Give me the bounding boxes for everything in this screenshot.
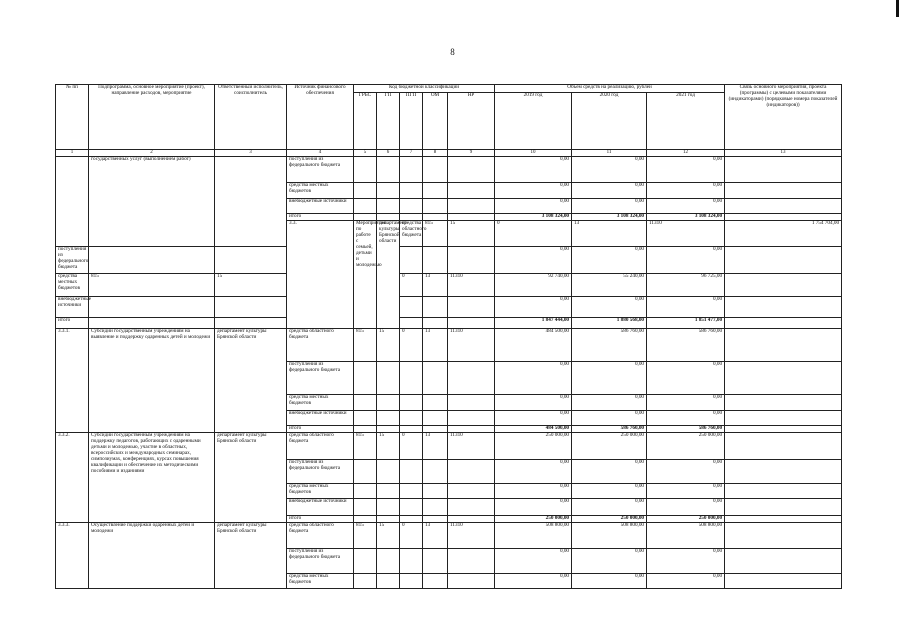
- amount-2020: 0,00: [572, 198, 647, 213]
- executor: департамент культуры Брянской области: [215, 522, 287, 588]
- amount-2019: 1 847 444,00: [495, 317, 572, 328]
- amount-2021: 0,00: [647, 410, 725, 425]
- code-pgp: [400, 296, 423, 317]
- amount-2021: 0,00: [647, 296, 725, 317]
- amount-2019: 484 500,00: [495, 328, 572, 361]
- code-om: 13: [572, 220, 647, 246]
- amount-2019: 0,00: [495, 483, 572, 498]
- code-nr: [448, 573, 495, 588]
- header-executor: Ответственный исполнитель, соисполнитель: [215, 85, 287, 150]
- code-pgp: [400, 182, 423, 198]
- amount-2019: 0,00: [495, 573, 572, 588]
- code-gp: [377, 410, 400, 425]
- code-nr: 11310: [448, 522, 495, 548]
- funding-source: итого: [56, 317, 89, 328]
- code-nr: [448, 317, 495, 328]
- amount-2020: 586 760,00: [572, 425, 647, 432]
- amount-2020: 250 000,00: [572, 515, 647, 522]
- amount-2019: 1 754 704,00: [725, 220, 842, 246]
- code-om: [423, 498, 448, 515]
- column-number: 11: [572, 150, 647, 157]
- funding-source: средства областного бюджета: [400, 220, 423, 246]
- binder-mark: [896, 0, 899, 17]
- indicator-link: [725, 515, 842, 522]
- amount-2021: 0,00: [647, 459, 725, 483]
- code-grbs: 815: [423, 220, 448, 246]
- funding-source: поступления из федерального бюджета: [287, 361, 354, 394]
- code-nr: [448, 198, 495, 213]
- funding-source: средства областного бюджета: [287, 522, 354, 548]
- funding-source: средства местных бюджетов: [287, 182, 354, 198]
- column-number: 2: [89, 150, 215, 157]
- indicator-link: [725, 410, 842, 425]
- header-link: Связь основного мероприятия, проекта (программы) с целевыми показателями (индикаторами) (порядковые номера показателей (индикаторов)): [725, 85, 842, 150]
- code-gp: [377, 459, 400, 483]
- code-pgp: [400, 459, 423, 483]
- code-nr: [448, 548, 495, 573]
- indicator-link: [725, 246, 842, 273]
- code-pgp: 0: [495, 220, 572, 246]
- column-number: 1: [56, 150, 89, 157]
- table-row: [56, 522, 842, 548]
- header-nr: НР: [448, 93, 495, 150]
- code-om: [423, 296, 448, 317]
- executor: [215, 156, 287, 246]
- funding-source: итого: [287, 213, 354, 220]
- budget-table: [55, 84, 842, 589]
- code-gp: 15: [215, 273, 287, 296]
- code-grbs: 815: [354, 432, 377, 459]
- code-pgp: 0: [400, 522, 423, 548]
- row-number: [56, 156, 89, 246]
- code-om: [423, 459, 448, 483]
- amount-2020: 0,00: [572, 573, 647, 588]
- amount-2020: 0,00: [572, 296, 647, 317]
- code-gp: [377, 573, 400, 588]
- executor: департамент культуры Брянской области: [215, 432, 287, 522]
- indicator-link: [725, 296, 842, 317]
- code-grbs: [354, 483, 377, 498]
- amount-2021: 0,00: [647, 198, 725, 213]
- amount-2020: 0,00: [572, 156, 647, 182]
- code-pgp: [400, 394, 423, 410]
- funding-source: внебюджетные источники: [287, 410, 354, 425]
- amount-2020: 0,00: [572, 246, 647, 273]
- code-gp: [215, 246, 287, 273]
- amount-2019: 250 000,00: [495, 432, 572, 459]
- header-kbk-group: Код бюджетной классификации: [354, 85, 495, 93]
- code-grbs: [354, 410, 377, 425]
- amount-2019: 92 740,00: [495, 273, 572, 296]
- amount-2021: 1 851 477,00: [647, 317, 725, 328]
- amount-2021: 0,00: [647, 498, 725, 515]
- table-row: [56, 296, 842, 317]
- code-nr: [448, 394, 495, 410]
- amount-2021: 0,00: [647, 156, 725, 182]
- header-2020: 2020 год: [572, 93, 647, 150]
- funding-source: средства местных бюджетов: [287, 483, 354, 498]
- event-name: Субсидии государственным учреждениям на выявление и поддержку одаренных детей и молодежи: [89, 328, 215, 432]
- amount-2019: 0,00: [495, 498, 572, 515]
- header-volume-group: Объем средств на реализацию, рублей: [495, 85, 725, 93]
- code-om: [423, 182, 448, 198]
- table-row: [56, 273, 842, 296]
- code-om: [423, 317, 448, 328]
- code-gp: [377, 498, 400, 515]
- code-pgp: [400, 548, 423, 573]
- code-gp: [377, 156, 400, 182]
- code-om: 13: [423, 328, 448, 361]
- code-grbs: [354, 394, 377, 410]
- code-nr: 11310: [448, 273, 495, 296]
- row-number: 3.3.: [287, 220, 354, 328]
- amount-2020: 250 000,00: [572, 432, 647, 459]
- code-om: [423, 246, 448, 273]
- indicator-link: [725, 425, 842, 432]
- amount-2021: 0,00: [647, 573, 725, 588]
- code-gp: [377, 182, 400, 198]
- indicator-link: [725, 394, 842, 410]
- column-number: 7: [400, 150, 423, 157]
- code-gp: 15: [448, 220, 495, 246]
- code-grbs: 815: [354, 328, 377, 361]
- indicator-link: [725, 156, 842, 182]
- indicator-link: [725, 182, 842, 198]
- column-number: 9: [448, 150, 495, 157]
- indicator-link: [725, 273, 842, 296]
- amount-2021: 0,00: [647, 182, 725, 198]
- event-name: Осуществление поддержки одарённых детей и молодежи: [89, 522, 215, 588]
- amount-2021: 0,00: [647, 246, 725, 273]
- indicator-link: [725, 432, 842, 459]
- amount-2021: 508 800,00: [647, 522, 725, 548]
- code-pgp: [400, 156, 423, 182]
- header-2019: 2019 год: [495, 93, 572, 150]
- amount-2020: 0,00: [572, 394, 647, 410]
- funding-source: поступления из федерального бюджета: [56, 246, 89, 273]
- amount-2019: 484 500,00: [495, 425, 572, 432]
- code-grbs: [354, 573, 377, 588]
- code-grbs: [354, 459, 377, 483]
- column-number: 8: [423, 150, 448, 157]
- header-grbs: ГРБС: [354, 93, 377, 150]
- header-2021: 2021 год: [647, 93, 725, 150]
- funding-source: средства местных бюджетов: [56, 273, 89, 296]
- indicator-link: [725, 328, 842, 361]
- code-om: [423, 548, 448, 573]
- code-grbs: [89, 317, 215, 328]
- amount-2021: 96 725,00: [647, 273, 725, 296]
- code-pgp: [400, 198, 423, 213]
- indicator-link: [725, 522, 842, 548]
- code-gp: [215, 296, 287, 317]
- code-nr: 11310: [647, 220, 725, 246]
- amount-2020: 0,00: [572, 498, 647, 515]
- event-name: Мероприятия по работе с семьей, детьми и молодежью: [354, 220, 377, 328]
- amount-2019: 508 800,00: [495, 522, 572, 548]
- page-number: 8: [450, 47, 455, 57]
- row-number: 3.3.2.: [56, 432, 89, 522]
- amount-2021: 586 760,00: [647, 425, 725, 432]
- column-number: 4: [287, 150, 354, 157]
- code-gp: [377, 548, 400, 573]
- code-grbs: [354, 156, 377, 182]
- code-gp: 15: [377, 432, 400, 459]
- amount-2020: 3 108 324,00: [572, 213, 647, 220]
- code-om: 13: [423, 432, 448, 459]
- code-grbs: [354, 198, 377, 213]
- event-name: государственных услуг (выполнением работ): [89, 156, 215, 246]
- funding-source: итого: [287, 425, 354, 432]
- code-om: [423, 410, 448, 425]
- funding-source: средства областного бюджета: [287, 328, 354, 361]
- amount-2021: 0,00: [647, 483, 725, 498]
- column-number: 13: [725, 150, 842, 157]
- amount-2020: 1 880 568,00: [572, 317, 647, 328]
- event-name: Субсидии государственным учреждениям на поддержку педагогов, работающих с одаренными детьми и молодежью, участие в областных, всероссийских и международных семинарах, симпозиумах, конференциях, курсах повышения квалификации и обеспечение их методическими пособиями и изданиями: [89, 432, 215, 522]
- amount-2020: 0,00: [572, 459, 647, 483]
- code-gp: 15: [377, 328, 400, 361]
- code-nr: [448, 498, 495, 515]
- code-nr: [448, 410, 495, 425]
- code-pgp: [400, 573, 423, 588]
- funding-source: средства местных бюджетов: [287, 573, 354, 588]
- funding-source: внебюджетные источники: [56, 296, 89, 317]
- column-number: 12: [647, 150, 725, 157]
- code-om: [423, 573, 448, 588]
- amount-2021: 0,00: [647, 361, 725, 394]
- amount-2019: 250 000,00: [495, 515, 572, 522]
- funding-source: поступления из федерального бюджета: [287, 459, 354, 483]
- amount-2020: 0,00: [572, 361, 647, 394]
- indicator-link: [725, 198, 842, 213]
- table-row: [56, 328, 842, 361]
- amount-2019: 0,00: [495, 361, 572, 394]
- funding-source: средства областного бюджета: [287, 432, 354, 459]
- code-nr: [448, 459, 495, 483]
- code-gp: 15: [377, 522, 400, 548]
- amount-2020: 0,00: [572, 548, 647, 573]
- code-pgp: 0: [400, 273, 423, 296]
- code-nr: [448, 483, 495, 498]
- funding-source: средства местных бюджетов: [287, 394, 354, 410]
- amount-2020: 55 240,00: [572, 273, 647, 296]
- code-om: [423, 156, 448, 182]
- code-pgp: [400, 498, 423, 515]
- amount-2020: 0,00: [572, 182, 647, 198]
- executor: департамент культуры Брянской области: [215, 328, 287, 432]
- amount-2019: 0,00: [495, 459, 572, 483]
- amount-2021: 250 000,00: [647, 515, 725, 522]
- indicator-link: [725, 573, 842, 588]
- code-nr: 11310: [448, 328, 495, 361]
- code-grbs: [354, 361, 377, 394]
- code-grbs: [89, 296, 215, 317]
- amount-2021: 586 760,00: [647, 328, 725, 361]
- table-row: [56, 432, 842, 459]
- funding-source: внебюджетные источники: [287, 498, 354, 515]
- amount-2019: 0,00: [495, 156, 572, 182]
- amount-2021: 250 000,00: [647, 432, 725, 459]
- code-om: [423, 394, 448, 410]
- code-pgp: [400, 410, 423, 425]
- code-pgp: [400, 483, 423, 498]
- amount-2019: 0,00: [495, 198, 572, 213]
- header-pgp: ПГП: [400, 93, 423, 150]
- code-grbs: 815: [89, 273, 215, 296]
- code-grbs: [354, 548, 377, 573]
- table-row: [56, 246, 842, 273]
- amount-2020: 0,00: [572, 483, 647, 498]
- code-om: [423, 483, 448, 498]
- indicator-link: [725, 361, 842, 394]
- header-num: № пп: [56, 85, 89, 150]
- amount-2020: 0,00: [572, 410, 647, 425]
- amount-2020: 508 800,00: [572, 522, 647, 548]
- code-nr: [448, 296, 495, 317]
- code-grbs: 815: [354, 522, 377, 548]
- column-number: 6: [377, 150, 400, 157]
- code-nr: [448, 361, 495, 394]
- header-name: Подпрограмма, основное мероприятие (проект), направление расходов, мероприятие: [89, 85, 215, 150]
- amount-2019: 0,00: [495, 296, 572, 317]
- amount-2019: 0,00: [495, 548, 572, 573]
- code-nr: [448, 246, 495, 273]
- code-pgp: [400, 361, 423, 394]
- amount-2019: 0,00: [495, 182, 572, 198]
- code-gp: [377, 483, 400, 498]
- code-grbs: [354, 182, 377, 198]
- header-source: Источник финансового обеспечения: [287, 85, 354, 150]
- row-number: 3.3.1.: [56, 328, 89, 432]
- amount-2020: 586 760,00: [572, 328, 647, 361]
- amount-2019: 0,00: [495, 394, 572, 410]
- column-number: 3: [215, 150, 287, 157]
- amount-2021: 0,00: [647, 548, 725, 573]
- code-gp: [377, 198, 400, 213]
- funding-source: внебюджетные источники: [287, 198, 354, 213]
- column-number: 5: [354, 150, 377, 157]
- code-pgp: [400, 246, 423, 273]
- executor: департамент культуры Брянской области: [377, 220, 400, 328]
- funding-source: поступления из федерального бюджета: [287, 156, 354, 182]
- amount-2019: 0,00: [495, 410, 572, 425]
- row-number: 3.3.3.: [56, 522, 89, 588]
- code-pgp: 0: [400, 432, 423, 459]
- table-row: [56, 317, 842, 328]
- indicator-link: [725, 548, 842, 573]
- code-nr: [448, 182, 495, 198]
- code-grbs: [89, 246, 215, 273]
- code-gp: [377, 361, 400, 394]
- code-om: 13: [423, 273, 448, 296]
- code-nr: 11310: [448, 432, 495, 459]
- code-om: [423, 198, 448, 213]
- indicator-link: [725, 459, 842, 483]
- amount-2019: 3 108 324,00: [495, 213, 572, 220]
- code-pgp: 0: [400, 328, 423, 361]
- code-nr: [448, 156, 495, 182]
- table-row: [56, 156, 842, 182]
- indicator-link: [725, 317, 842, 328]
- code-gp: [215, 317, 287, 328]
- code-pgp: [400, 317, 423, 328]
- code-grbs: [354, 498, 377, 515]
- indicator-link: [725, 498, 842, 515]
- funding-source: итого: [287, 515, 354, 522]
- column-number: 10: [495, 150, 572, 157]
- table-body: [56, 156, 842, 588]
- funding-source: поступления из федерального бюджета: [287, 548, 354, 573]
- header-gp: ГП: [377, 93, 400, 150]
- code-om: [423, 361, 448, 394]
- amount-2021: 0,00: [647, 394, 725, 410]
- amount-2021: 3 108 324,00: [647, 213, 725, 220]
- table-header: [56, 85, 842, 157]
- code-gp: [377, 394, 400, 410]
- indicator-link: [725, 483, 842, 498]
- amount-2019: 0,00: [495, 246, 572, 273]
- code-om: 13: [423, 522, 448, 548]
- header-om: ОМ: [423, 93, 448, 150]
